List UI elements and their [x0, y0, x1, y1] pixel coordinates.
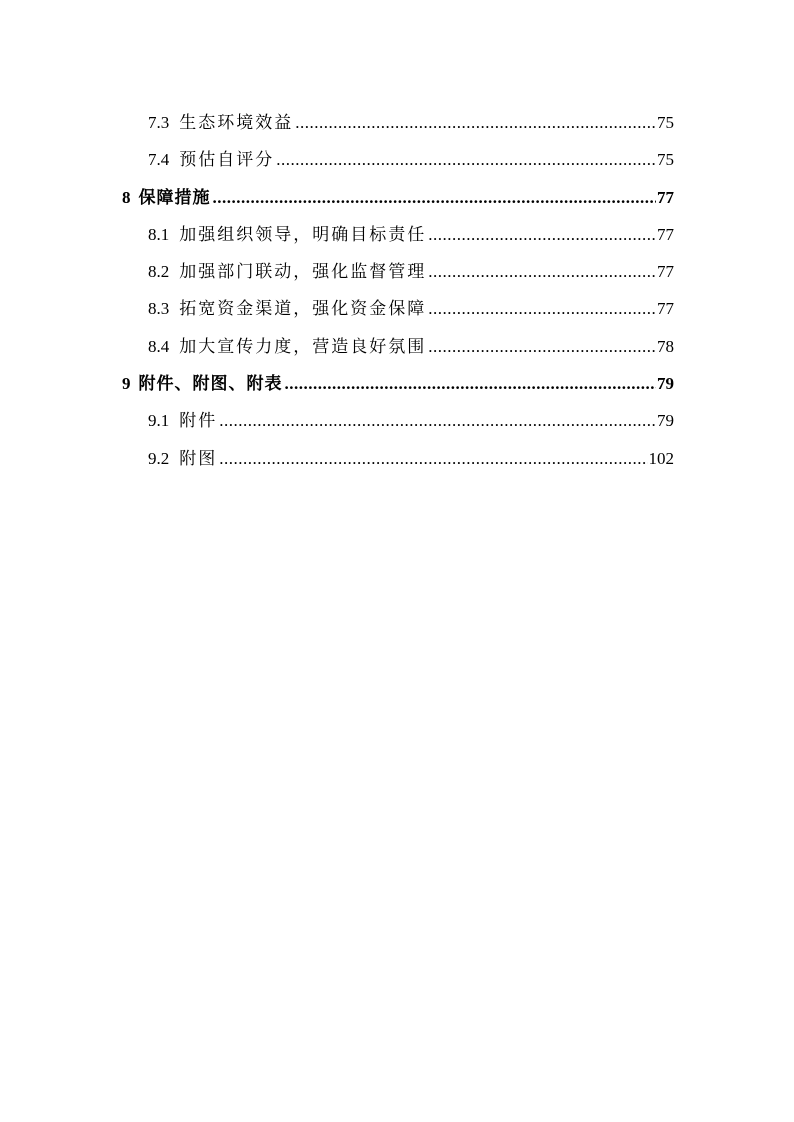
toc-leader-dots	[219, 402, 656, 439]
toc-leader-dots	[219, 440, 647, 477]
toc-entry-number: 9.2	[148, 448, 170, 468]
toc-entry-7-3[interactable]	[122, 104, 674, 141]
toc-entry-page: 75	[657, 150, 674, 170]
toc-entry-number: 8.3	[148, 299, 170, 319]
toc-entry-8[interactable]	[122, 179, 674, 216]
toc-entry-page: 79	[657, 374, 674, 394]
toc-leader-dots	[428, 253, 656, 290]
toc-entry-number: 9	[122, 374, 131, 394]
toc-entry-8-2[interactable]	[122, 253, 674, 290]
toc-entry-number: 9.1	[148, 411, 170, 431]
toc-entry-number: 7.3	[148, 113, 170, 132]
toc-entry-title: 附件	[179, 411, 218, 431]
toc-entry-title: 生态环境效益	[179, 113, 294, 132]
toc-leader-dots	[276, 141, 656, 178]
toc-entry-9[interactable]	[122, 365, 674, 402]
toc-entry-number: 8.4	[148, 336, 170, 356]
toc-entry-page: 79	[657, 411, 674, 431]
toc-leader-dots	[428, 216, 656, 253]
toc-entry-9-1[interactable]	[122, 402, 674, 439]
toc-leader-dots	[285, 365, 657, 402]
toc-entry-page: 102	[648, 448, 674, 468]
toc-entry-number: 8.1	[148, 224, 170, 244]
toc-entry-title: 加强组织领导，明确目标责任	[179, 224, 427, 244]
toc-entry-page: 77	[657, 224, 674, 244]
toc-entry-page: 75	[657, 113, 674, 132]
toc-entry-title: 附件、附图、附表	[138, 374, 283, 394]
toc-entry-number: 7.4	[148, 150, 170, 170]
toc-entry-title: 拓宽资金渠道，强化资金保障	[179, 299, 427, 319]
toc-leader-dots	[213, 179, 657, 216]
toc-entry-8-1[interactable]	[122, 216, 674, 253]
toc-leader-dots	[428, 328, 656, 365]
toc-entry-title: 附图	[179, 448, 218, 468]
toc-entry-title: 加大宣传力度，营造良好氛围	[179, 336, 427, 356]
toc-entry-title: 加强部门联动，强化监督管理	[179, 262, 427, 282]
toc-entry-page: 78	[657, 336, 674, 356]
toc-entry-number: 8	[122, 187, 131, 207]
table-of-contents	[122, 104, 674, 477]
toc-entry-number: 8.2	[148, 262, 170, 282]
toc-entry-title: 保障措施	[138, 187, 211, 207]
toc-entry-page: 77	[657, 187, 674, 207]
toc-entry-page: 77	[657, 262, 674, 282]
toc-entry-title: 预估自评分	[179, 150, 275, 170]
toc-leader-dots	[428, 290, 656, 327]
toc-entry-8-3[interactable]	[122, 290, 674, 327]
toc-leader-dots	[295, 104, 656, 141]
toc-entry-9-2[interactable]	[122, 440, 674, 477]
toc-entry-8-4[interactable]	[122, 328, 674, 365]
toc-entry-page: 77	[657, 299, 674, 319]
toc-entry-7-4[interactable]	[122, 141, 674, 178]
